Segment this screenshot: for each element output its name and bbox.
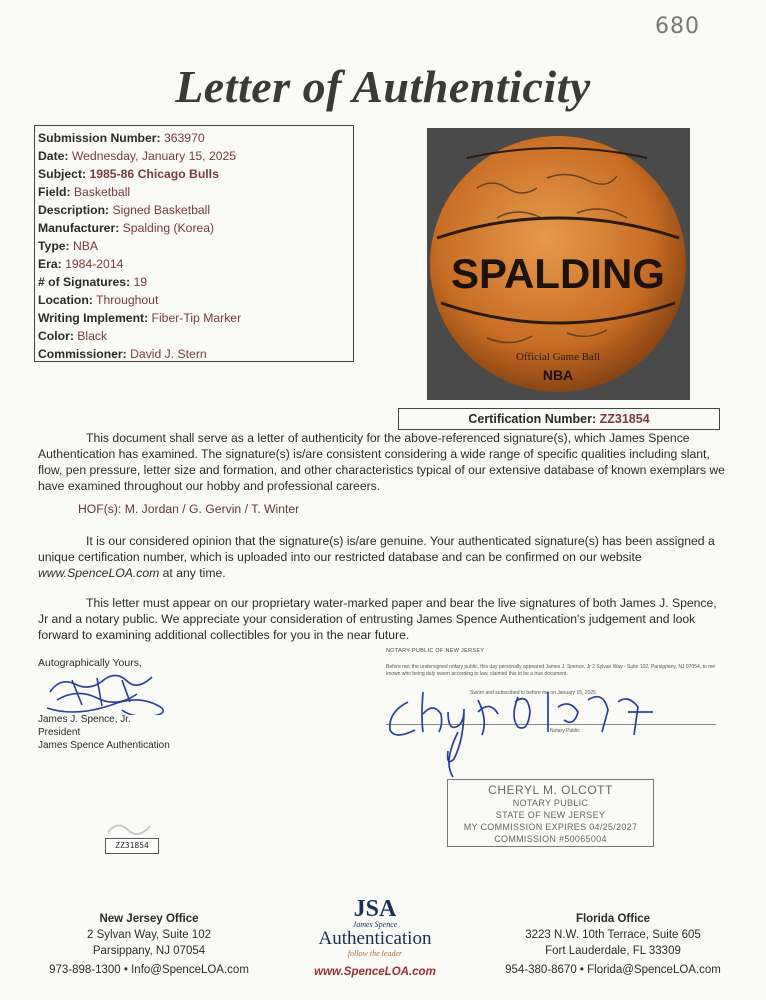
nj-office: [40, 911, 258, 978]
notary-public-label: Notary Public: [550, 728, 580, 734]
info-value: 1985-86 Chicago Bulls: [89, 167, 219, 181]
info-value: 363970: [163, 131, 205, 145]
fl-office: [478, 911, 748, 978]
info-label: Manufacturer:: [38, 221, 120, 235]
hof-line: HOF(s): M. Jordan / G. Gervin / T. Winter: [78, 502, 300, 516]
info-label: Type:: [38, 239, 70, 253]
info-value: David J. Stern: [130, 347, 207, 361]
handwritten-number: 680: [655, 14, 700, 39]
info-value: 1984-2014: [65, 257, 124, 271]
info-label: # of Signatures:: [38, 275, 131, 289]
info-label: Location:: [38, 293, 93, 307]
nj-office-heading: New Jersey Office: [99, 913, 199, 925]
info-row: [38, 201, 353, 219]
fl-office-address-2: Fort Lauderdale, FL 33309: [545, 945, 681, 957]
info-row: [38, 309, 353, 327]
nj-office-address-2: Parsippany, NJ 07054: [92, 945, 206, 957]
info-label: Color:: [38, 329, 74, 343]
nj-office-contact: 973-898-1300 • Info@SpenceLOA.com: [49, 964, 249, 976]
jsa-authentication: Authentication: [318, 928, 432, 949]
info-value: Basketball: [73, 185, 131, 199]
info-row: [38, 327, 353, 345]
info-row: [38, 237, 353, 255]
info-label: Submission Number:: [38, 131, 161, 145]
basketball-photo: [427, 128, 690, 400]
info-label: Description:: [38, 203, 110, 217]
jsa-website[interactable]: www.SpenceLOA.com: [314, 966, 436, 978]
website-link[interactable]: www.SpenceLOA.com: [38, 566, 160, 580]
nj-office-address-1: 2 Sylvan Way, Suite 102: [86, 929, 211, 941]
info-row: [38, 183, 353, 201]
certification-value: ZZ31854: [599, 412, 650, 426]
cert-label-chip: ZZ31854: [105, 838, 159, 854]
info-value: Spalding (Korea): [122, 221, 215, 235]
paragraph-opinion: It is our considered opinion that the signature(s) is/are genuine. Your authenticated signature(s) has been assigned a unique certification number, which is uploaded into our restricted database and can be confirmed on our website www.SpenceLOA.com at any time.: [38, 534, 715, 580]
fl-office-heading: Florida Office: [575, 913, 651, 925]
info-value: Throughout: [96, 293, 159, 307]
signer-title: President: [38, 727, 81, 738]
info-label: Date:: [38, 149, 69, 163]
info-value: Wednesday, January 15, 2025: [71, 149, 237, 163]
notary-heading: NOTARY PUBLIC OF NEW JERSEY: [386, 648, 485, 654]
notary-sworn: Sworn and subscribed to before me on January 15, 2025: [470, 690, 596, 696]
notary-text: Before me, the undersigned notary public, this day personally appeared James J. Spence, Jr 2 Sylvan Way - Suite 102, Parsippany, NJ 07054, to me known who being duly sworn according to law, claimed this to be a true document.: [386, 664, 716, 677]
submission-info-box: [34, 125, 354, 362]
paragraph-authenticity: This document shall serve as a letter of authenticity for the above-referenced signature(s), which James Spence Authentication has examined. The signature(s) is/are consistent considering a wide range of specific qualities including slant, flow, pen pressure, letter size and formation, and other characteristics typical of our extensive database of known exemplars we have examined throughout our hobby and professional careers.: [38, 431, 725, 493]
stamp-line-3: MY COMMISSION EXPIRES 04/25/2027: [463, 822, 638, 832]
info-value: Black: [77, 329, 108, 343]
info-row: [38, 255, 353, 273]
info-row: [38, 129, 353, 147]
info-value: Signed Basketball: [112, 203, 211, 217]
jsa-letters: JSA: [353, 896, 397, 922]
info-label: Subject:: [38, 167, 87, 181]
info-value: Fiber-Tip Marker: [151, 311, 242, 325]
page-title: Letter of Authenticity: [175, 61, 591, 112]
closing-text: Autographically Yours,: [38, 657, 142, 669]
stamp-line-2: STATE OF NEW JERSEY: [495, 810, 606, 820]
info-row: [38, 219, 353, 237]
info-row: [38, 291, 353, 309]
fl-office-address-1: 3223 N.W. 10th Terrace, Suite 605: [525, 929, 701, 941]
fl-office-contact: 954-380-8670 • Florida@SpenceLOA.com: [505, 964, 721, 976]
info-label: Commissioner:: [38, 347, 127, 361]
jsa-james-spence: James Spence: [352, 920, 398, 929]
jsa-tagline: follow the leader: [347, 949, 403, 958]
info-label: Field:: [38, 185, 71, 199]
info-row: [38, 345, 353, 363]
info-value: 19: [133, 275, 148, 289]
paragraph-watermark: This letter must appear on our proprietary water-marked paper and bear the live signatures of both James J. Spence, Jr and a notary public. We appreciate your consideration of entrusting James Spence Authentication's judgement and look forward to examining additional collectibles for you in the near future.: [38, 596, 717, 642]
ball-text-official: Official Game Ball: [515, 351, 601, 363]
signer-block: [38, 713, 170, 752]
info-row: [38, 165, 353, 183]
certification-number-box: [398, 408, 720, 430]
stamp-line-1: NOTARY PUBLIC: [512, 798, 589, 808]
jsa-logo: [300, 898, 450, 978]
stamp-name: CHERYL M. OLCOTT: [488, 783, 613, 797]
notary-signature: [378, 672, 678, 787]
info-label: Era:: [38, 257, 62, 271]
signer-company: James Spence Authentication: [38, 740, 170, 751]
signer-name: James J. Spence, Jr.: [38, 714, 131, 725]
info-row: [38, 273, 353, 291]
ball-text-nba: NBA: [542, 367, 574, 383]
ball-brand: SPALDING: [451, 250, 665, 297]
info-label: Writing Implement:: [38, 311, 149, 325]
notary-stamp: [447, 779, 654, 847]
certification-label: Certification Number:: [468, 412, 597, 426]
stamp-line-4: COMMISSION #50065004: [494, 834, 607, 844]
info-value: NBA: [73, 239, 99, 253]
info-row: [38, 147, 353, 165]
